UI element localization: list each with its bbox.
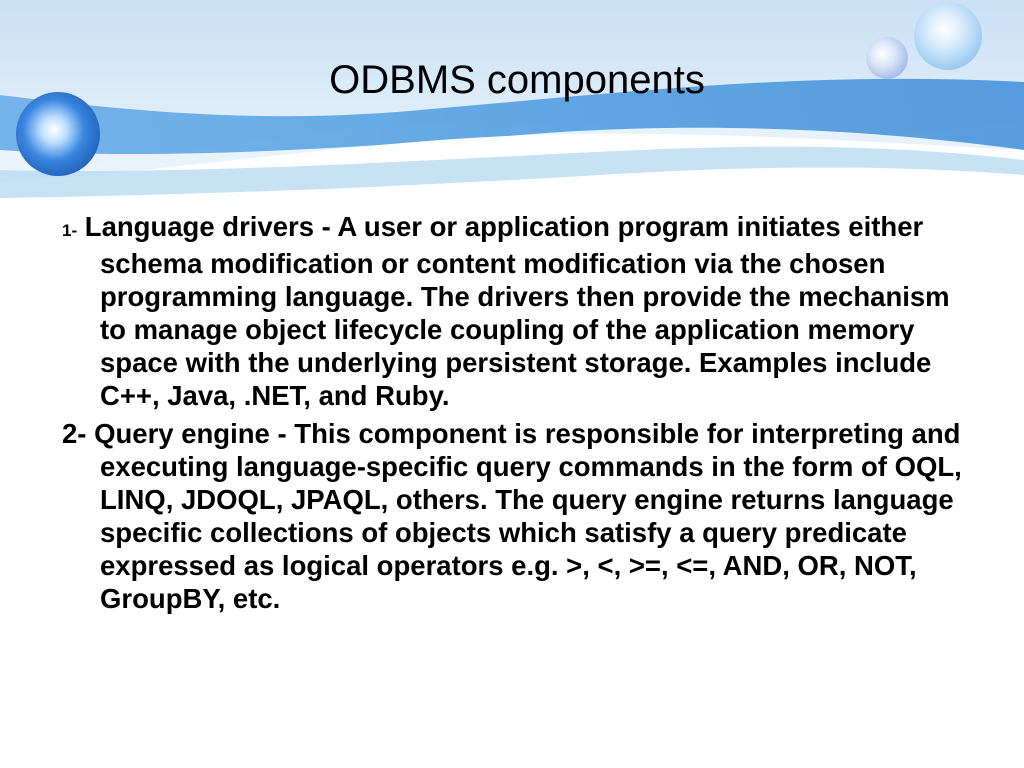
slide-body <box>62 210 962 620</box>
large-bubble-icon <box>16 92 100 176</box>
list-item-language-drivers <box>62 210 962 412</box>
item-number: 2- <box>62 418 87 449</box>
item-text: Language drivers - A user or application program initiates either schema modification or content modification via the chosen programming language. The drivers then provide the mechanism to manage object lifecycle coupling of the application memory space with the underlying persistent storage. Examples include C++, Java, .NET, and Ruby. <box>84 211 950 411</box>
item-text: Query engine - This component is responsible for interpreting and executing language-specific query commands in the form of OQL, LINQ, JDOQL, JPAQL, others. The query engine returns language specific collections of objects which satisfy a query predicate expressed as logical operators e.g. >, <, >=, <=, AND, OR, NOT, GroupBY, etc. <box>94 418 962 614</box>
item-number: 1- <box>62 221 78 240</box>
slide-title: ODBMS components <box>329 58 705 102</box>
list-item-query-engine <box>62 417 962 615</box>
